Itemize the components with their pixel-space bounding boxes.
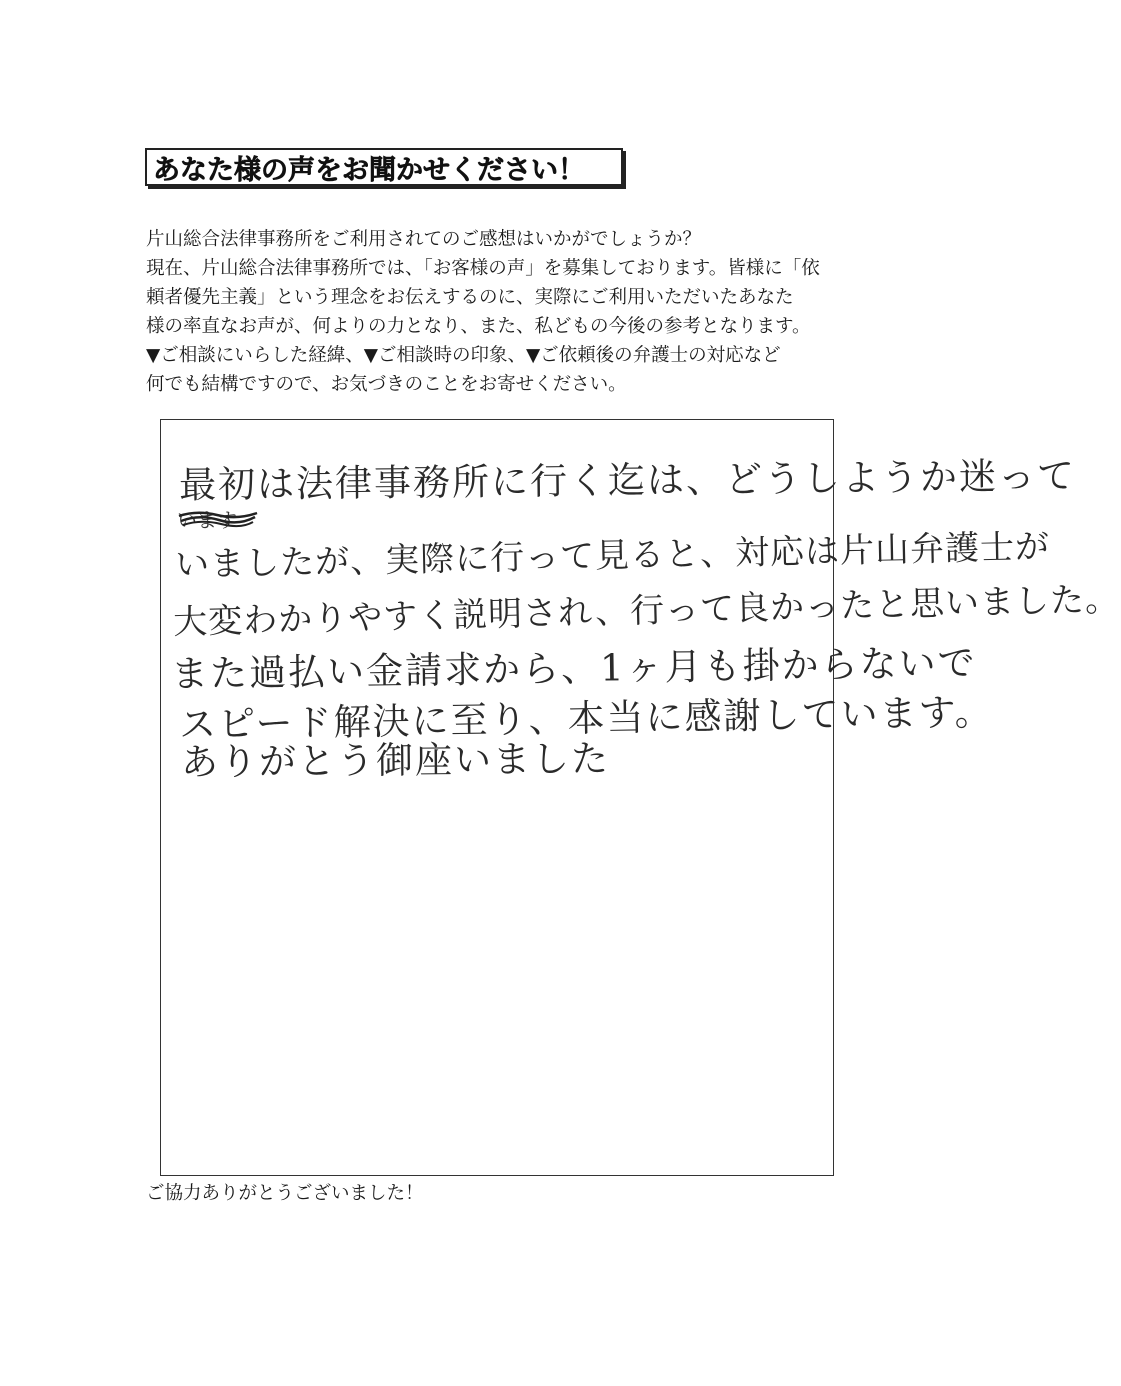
intro-line: 何でも結構ですので、お気づきのことをお寄せください。 — [146, 374, 627, 395]
intro-line: ▼ご相談にいらした経緯、▼ご相談時の印象、▼ご依頼後の弁護士の対応など — [146, 345, 781, 366]
crossed-out-text — [177, 504, 259, 534]
handwritten-line: ありがとう御座いました — [180, 737, 611, 784]
intro-line: 様の率直なお声が、何よりの力となり、また、私どもの今後の参考となります。 — [146, 316, 811, 337]
handwritten-line: いましたが、実際に行って見ると、対応は片山弁護士が — [174, 526, 1051, 586]
comment-box — [160, 419, 1121, 1176]
intro-line: 片山総合法律事務所をご利用されてのご感想はいかがでしょうか？ — [146, 229, 702, 250]
handwritten-line: 大変わかりやすく説明され、行って良かったと思いました。 — [172, 579, 1121, 643]
page-title: あなた様の声をお聞かせください！ — [153, 154, 585, 186]
intro-text — [146, 225, 856, 399]
crossed-out-word: います — [177, 508, 237, 532]
handwritten-line: スピード解決に至り、本当に感謝しています。 — [178, 690, 994, 747]
heading-box — [145, 148, 623, 186]
intro-line: 頼者優先主義」という理念をお伝えするのに、実際にご利用いただいたあなた — [146, 287, 794, 308]
scribble-icon — [177, 504, 259, 534]
handwritten-line: また過払い金請求から、1ヶ月も掛からないで — [170, 641, 977, 696]
intro-line: 現在、片山総合法律事務所では、「お客様の声」を募集しております。皆様に「依 — [146, 258, 820, 279]
handwritten-line: 最初は法律事務所に行く迄は、どうしようか迷って — [178, 454, 1077, 507]
thank-you-note: ご協力ありがとうございました！ — [146, 1183, 424, 1204]
